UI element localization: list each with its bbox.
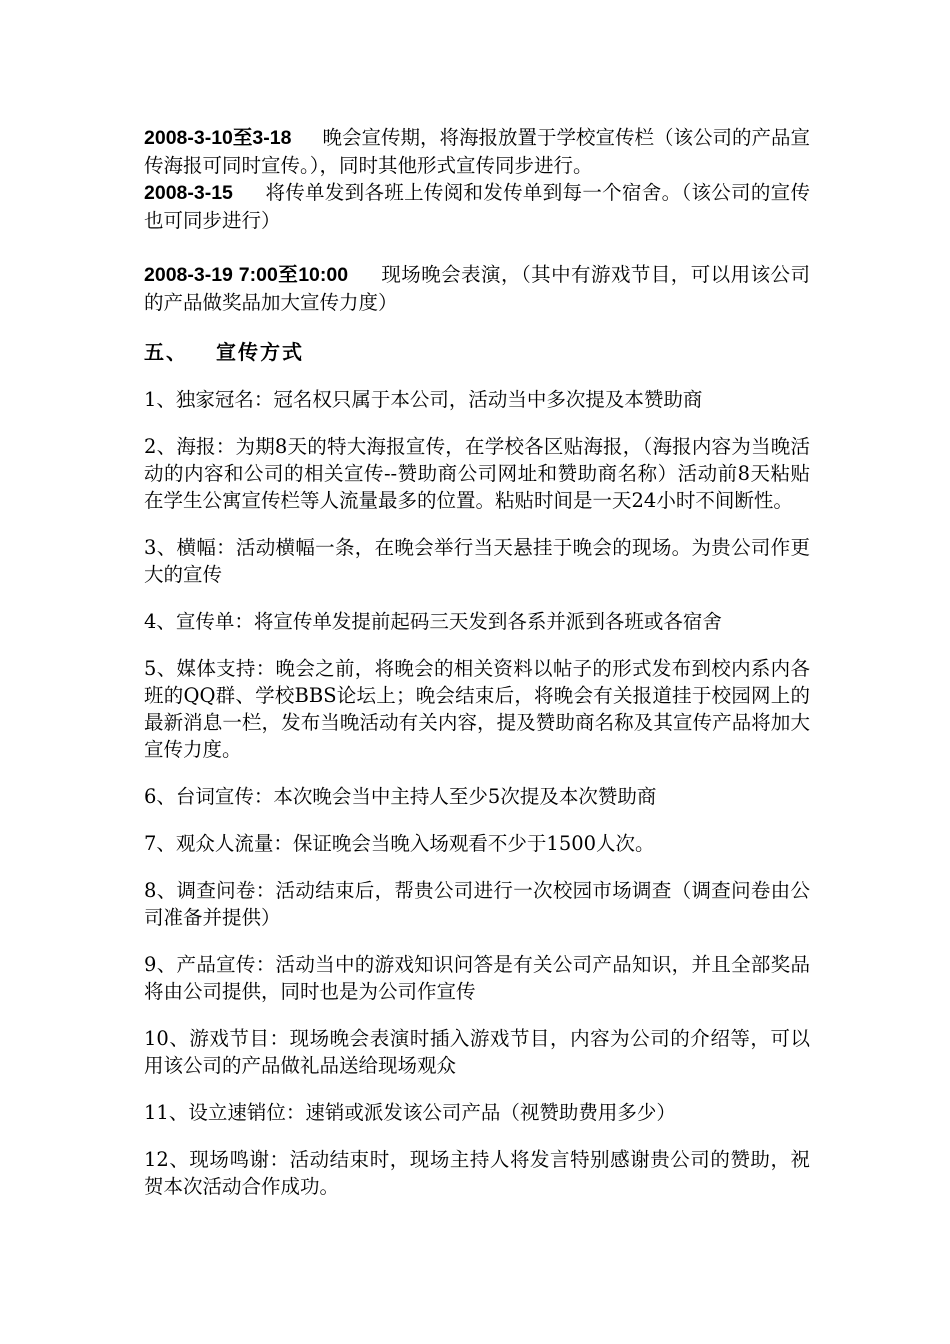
list-item: 2、海报：为期8天的特大海报宣传，在学校各区贴海报，（海报内容为当晚活动的内容和公司的相关宣传--赞助商公司网址和赞助商名称）活动前8天粘贴在学生公寓宣传栏等人流量最多的位置。粘贴时间是一天24小时不间断性。 [144,435,810,512]
list-item: 5、媒体支持：晚会之前，将晚会的相关资料以帖子的形式发布到校内系内各班的QQ群、学校BBS论坛上；晚会结束后，将晚会有关报道挂于校园网上的最新消息一栏，发布当晚活动有关内容，提及赞助商名称及其宣传产品将加大宣传力度。 [144,657,810,761]
list-item: 12、现场鸣谢：活动结束时，现场主持人将发言特别感谢贵公司的赞助，祝贺本次活动合作成功。 [144,1148,810,1198]
schedule-text: 晚会宣传期，将海报放置于学校宣传栏（该公司的产品宣传海报可同时宣传。），同时其他形式宣传同步进行。 [144,126,810,177]
schedule-date: 2008-3-19 7:00至10:00 [144,264,349,286]
list-item: 10、游戏节目：现场晚会表演时插入游戏节目，内容为公司的介绍等，可以用该公司的产品做礼品送给现场观众 [144,1027,810,1077]
document-page [144,124,810,1200]
section-heading [144,339,810,366]
list-item: 8、调查问卷：活动结束后，帮贵公司进行一次校园市场调查（调查问卷由公司准备并提供） [144,879,810,929]
schedule-entry [144,261,810,316]
list-item: 9、产品宣传：活动当中的游戏知识问答是有关公司产品知识，并且全部奖品将由公司提供，同时也是为公司作宣传 [144,953,810,1003]
schedule-text: 现场晚会表演，（其中有游戏节目，可以用该公司的产品做奖品加大宣传力度） [144,263,810,314]
section-number: 五、 [144,340,188,364]
schedule-text: 将传单发到各班上传阅和发传单到每一个宿舍。（该公司的宣传也可同步进行） [144,181,810,232]
list-item: 11、设立速销位：速销或派发该公司产品（视赞助费用多少） [144,1101,676,1124]
section-title: 宣传方式 [216,340,304,364]
list-item: 6、台词宣传：本次晚会当中主持人至少5次提及本次赞助商 [144,785,657,808]
schedule-date: 2008-3-10至3-18 [144,127,292,149]
list-item: 1、独家冠名：冠名权只属于本公司，活动当中多次提及本赞助商 [144,388,703,411]
schedule-entry [144,179,810,234]
list-item: 3、横幅：活动横幅一条，在晚会举行当天悬挂于晚会的现场。为贵公司作更大的宣传 [144,536,810,586]
list-item: 4、宣传单：将宣传单发提前起码三天发到各系并派到各班或各宿舍 [144,610,722,633]
schedule-entry [144,124,810,179]
list-item: 7、观众人流量：保证晚会当晚入场观看不少于1500人次。 [144,832,655,855]
schedule-date: 2008-3-15 [144,182,233,204]
